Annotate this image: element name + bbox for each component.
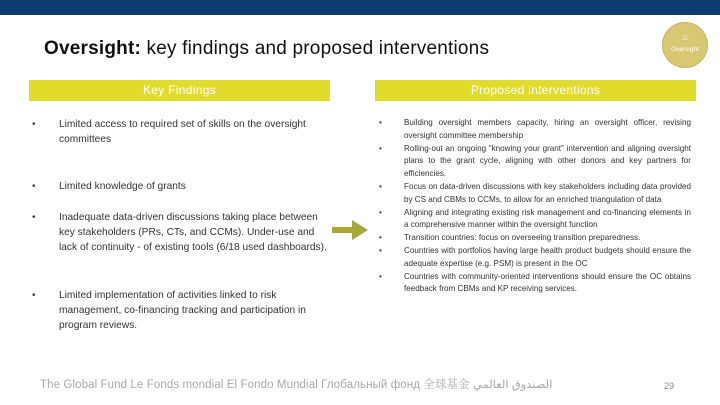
top-banner bbox=[0, 0, 720, 15]
right-arrow-icon bbox=[332, 220, 368, 240]
bullet-icon: • bbox=[379, 233, 382, 243]
intervention-text: Countries with portfolios having large health product budgets should ensure the adequate expertise (e.g. PSM) is present in the OC bbox=[404, 245, 691, 268]
title-bold: Oversight: bbox=[44, 38, 142, 59]
intervention-item bbox=[379, 181, 691, 207]
bullet-icon: • bbox=[32, 290, 36, 301]
bullet-icon: • bbox=[32, 119, 36, 130]
bullet-icon: • bbox=[379, 143, 382, 153]
title-rest: key findings and proposed interventions bbox=[141, 38, 490, 59]
oversight-logo bbox=[662, 22, 708, 68]
bullet-icon: • bbox=[32, 212, 36, 223]
intervention-text: Building oversight members capacity, hiring an oversight officer, revising oversight committee membership bbox=[404, 118, 691, 140]
bullet-icon: • bbox=[379, 181, 382, 191]
bullet-icon: • bbox=[379, 118, 382, 127]
bullet-icon: • bbox=[32, 181, 36, 192]
interventions-list bbox=[379, 117, 691, 296]
finding-text: Limited knowledge of grants bbox=[59, 181, 186, 192]
finding-item bbox=[29, 117, 329, 147]
finding-item bbox=[29, 288, 329, 333]
intervention-item bbox=[379, 232, 691, 245]
intervention-item bbox=[379, 245, 691, 271]
intervention-text: Rolling-out an ongoing “knowing your grant” intervention and aligning oversight plans to the grant cycle, aligning with other donors and key partners for efficiencies. bbox=[404, 143, 691, 179]
proposed-interventions-heading: Proposed interventions bbox=[375, 80, 696, 101]
intervention-text: Focus on data-driven discussions with key stakeholders including data provided by CS and CBMs to CCMs, to allow for an enriched triangulation of data bbox=[404, 181, 691, 204]
page-title bbox=[44, 38, 489, 60]
finding-text: Inadequate data-driven discussions taking place between key stakeholders (PRs, CTs, and CCMs). Under-use and lack of continuity - of existing tools (6/18 used dashboards). bbox=[59, 212, 327, 253]
intervention-text: Countries with community-oriented interventions should ensure the OC obtains feedback from CBMs and KP receiving services. bbox=[404, 271, 691, 294]
logo-label: Oversight bbox=[671, 45, 699, 53]
finding-text: Limited implementation of activities linked to risk management, co-financing tracking and participation in program reviews. bbox=[59, 290, 306, 331]
intervention-item bbox=[379, 207, 691, 233]
key-findings-heading: Key Findings bbox=[29, 80, 330, 101]
bullet-icon: • bbox=[379, 245, 382, 255]
bullet-icon: • bbox=[379, 207, 382, 217]
finding-item bbox=[29, 210, 329, 255]
intervention-item bbox=[379, 117, 691, 143]
finding-item bbox=[29, 179, 329, 194]
intervention-item bbox=[379, 143, 691, 181]
finding-text: Limited access to required set of skills on the oversight committees bbox=[59, 119, 306, 145]
people-icon: ⌂ bbox=[682, 32, 688, 42]
intervention-item bbox=[379, 271, 691, 297]
intervention-text: Transition countries: focus on overseeing transition preparedness. bbox=[404, 233, 641, 243]
bullet-icon: • bbox=[379, 271, 382, 281]
global-fund-footer: The Global Fund Le Fonds mondial El Fondo Mundial Глобальный фонд 全球基金 الصندوق العالمي bbox=[40, 379, 553, 391]
page-number: 29 bbox=[664, 381, 675, 391]
intervention-text: Aligning and integrating existing risk management and co-financing elements in a comprehensive manner within the oversight function bbox=[404, 207, 691, 230]
